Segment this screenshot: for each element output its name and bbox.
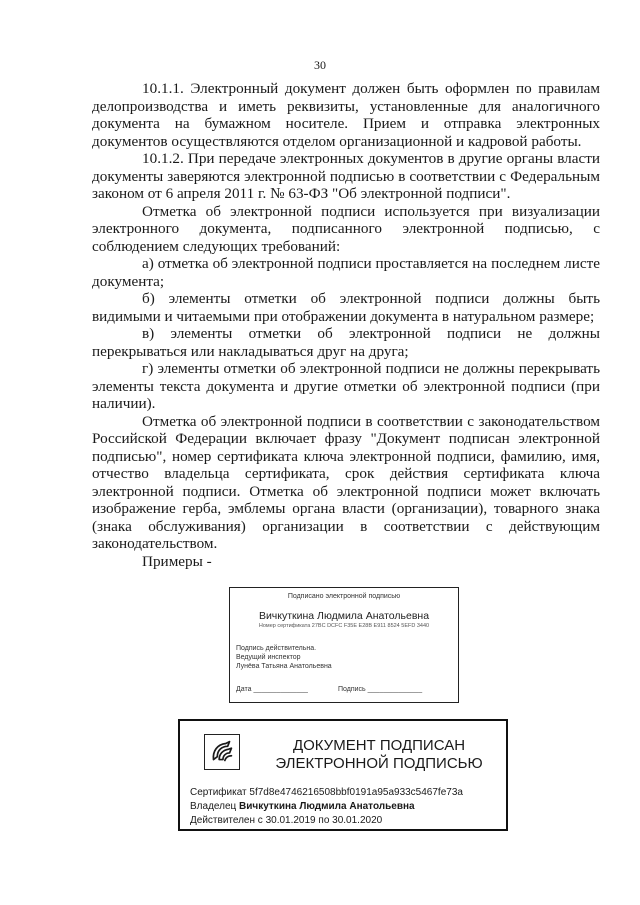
- stamp1-owner-name: Вичкуткина Людмила Анатольевна: [258, 610, 430, 622]
- examples-label: Примеры -: [142, 552, 212, 570]
- stamp1-header: Подписано электронной подписью: [287, 593, 401, 600]
- page-number: 30: [314, 58, 326, 72]
- stamp1-signer-name: Лунёва Татьяна Анатольевна: [236, 663, 332, 670]
- stamp1-certificate-number: Номер сертификата 27BC DCFC F35E E28B E911 8524 5EFD 3440: [258, 623, 430, 629]
- stamp2-certificate-row: [190, 787, 463, 798]
- document-body: [92, 80, 600, 570]
- stamp1-date-field: Дата ______________: [236, 686, 308, 693]
- paragraph-signature-mark-intro: Отметка об электронной подписи используется при визуализации электронного документа, подписанного электронной подписью, с соблюдением следующих требований:: [92, 202, 600, 255]
- paragraph-10-1-1: 10.1.1. Электронный документ должен быть оформлен по правилам делопроизводства и иметь реквизиты, установленные для аналогичного документа на бумажном носителе. Прием и отправка электронных документов осуществляются отделом организационной и кадровой работы.: [92, 80, 600, 150]
- requirement-g: г) элементы отметки об электронной подписи не должны перекрывать элементы текста документа и другие отметки об электронной подписи (при наличии).: [92, 360, 600, 412]
- stamp2-certificate-value: 5f7d8e4746216508bbf0191a95a933c5467fe73a: [249, 787, 463, 798]
- stamp2-owner-row: [190, 801, 415, 812]
- stamp2-title-line-1: ДОКУМЕНТ ПОДПИСАН: [292, 737, 466, 754]
- stamp2-title-line-2: ЭЛЕКТРОННОЙ ПОДПИСЬЮ: [275, 755, 483, 772]
- stamp2-owner-value: Вичкуткина Людмила Анатольевна: [239, 801, 415, 812]
- paragraph-signature-mark-content: Отметка об электронной подписи в соответствии с законодательством Российской Федерации включает фразу "Документ подписан электронной подписью", номер сертификата ключа электронной подписи, фамилию, имя, отчество владельца сертификата, срок действия сертификата ключа электронной подписи. Отметка об электронной подписи может включать изображение герба, эмблемы органа власти (организации), товарного знака (знака обслуживания) организации в соответствии с действующим законодательством.: [92, 412, 600, 552]
- signature-stamp-example-2: [178, 719, 508, 831]
- signature-stamp-example-1: [229, 587, 459, 703]
- requirement-v: в) элементы отметки об электронной подписи не должны перекрываться или накладываться друг на друга;: [92, 325, 600, 360]
- stamp1-signature-field: Подпись ______________: [338, 686, 423, 693]
- stamp2-certificate-label: Сертификат: [190, 787, 247, 798]
- requirement-b: б) элементы отметки об электронной подписи должны быть видимыми и читаемыми при отображении документа в натуральном размере;: [92, 290, 600, 325]
- stamp2-validity: Действителен с 30.01.2019 по 30.01.2020: [190, 815, 383, 826]
- stamp2-owner-label: Владелец: [190, 801, 237, 812]
- paragraph-10-1-2: 10.1.2. При передаче электронных документов в другие органы власти документы заверяются электронной подписью в соответствии с Федеральным законом от 6 апреля 2011 г. № 63-ФЗ "Об электронной подписи".: [92, 150, 600, 202]
- stamp1-signature-status: Подпись действительна.: [236, 645, 317, 652]
- stamp1-signer-position: Ведущий инспектор: [236, 654, 301, 661]
- gerb-logo-icon: [204, 734, 240, 770]
- requirement-a: а) отметка об электронной подписи проставляется на последнем листе документа;: [92, 255, 600, 290]
